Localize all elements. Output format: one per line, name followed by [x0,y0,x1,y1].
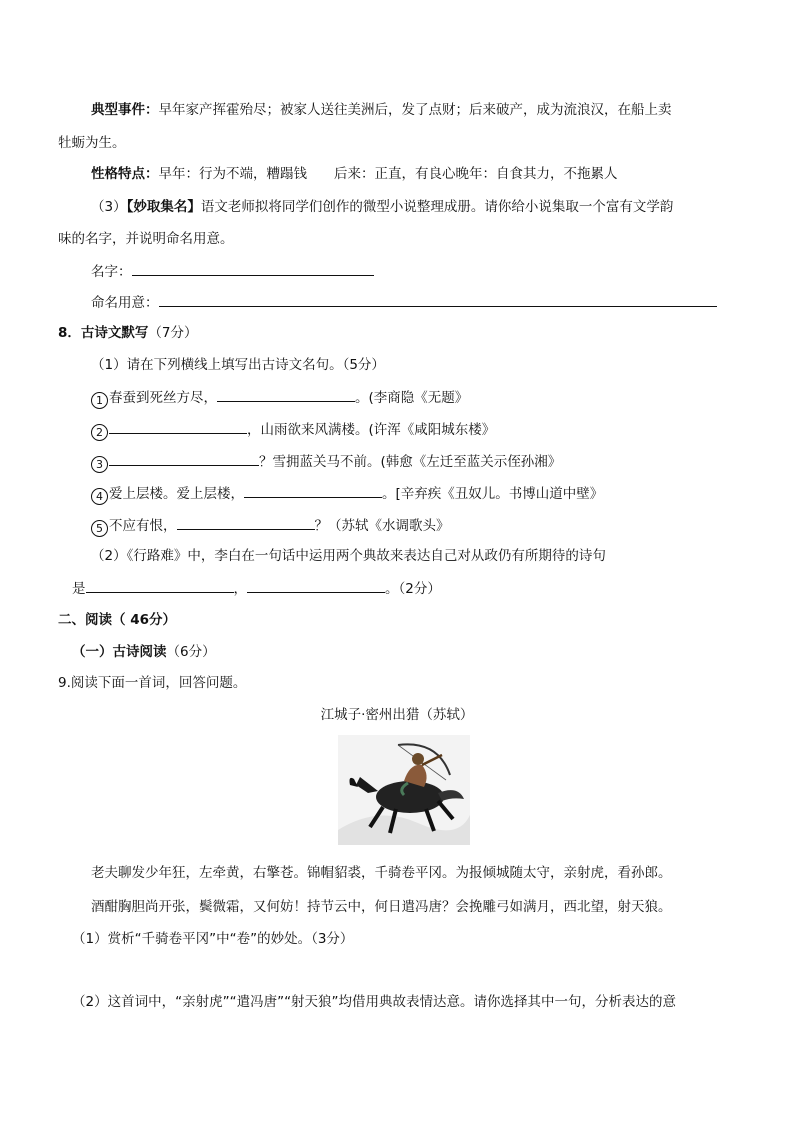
item-5-number: 5 [91,520,108,537]
item-3-number: 3 [91,456,108,473]
question-9: 9.阅读下面一首词，回答问题。 [58,675,247,691]
q3-tag: 【妙取集名】 [126,199,201,215]
q3-line [91,197,673,217]
item-2 [91,419,495,441]
item-2-number: 2 [91,424,108,441]
subsection-1-title: （一）古诗阅读 [72,644,167,660]
q3-line-2: 味的名字，并说明命名用意。 [58,231,234,247]
item-1-blank[interactable] [217,387,355,402]
q3-prefix: （3） [91,199,127,215]
section-8-title: 8．古诗文默写 [58,325,149,341]
hunter-illustration [338,735,470,845]
part-2-heading: 二、阅读（ 46分） [58,612,176,628]
item-3-blank[interactable] [109,451,259,466]
item-5-blank[interactable] [177,515,315,530]
trait-label: 性格特点： [91,166,159,182]
poem-line-1: 老夫聊发少年狂，左牵黄，右擎苍。锦帽貂裘，千骑卷平冈。为报倾城随太守，亲射虎，看孙郎。 [91,865,672,881]
item-4-text-b: 。[辛弃疾《丑奴儿。书博山道中壁》 [382,486,604,502]
item-4-number: 4 [91,488,108,505]
item-3-text-b: ？雪拥蓝关马不前。(韩愈《左迁至蓝关示侄孙湘》 [259,454,562,470]
item-1-text-a: 春蚕到死丝方尽， [109,390,217,406]
item-4 [91,483,603,505]
reason-label: 命名用意： [91,295,159,311]
name-blank[interactable] [132,261,374,276]
q2-end: 。（2分） [385,581,441,597]
item-1-number: 1 [91,392,108,409]
poem-line-2: 酒酣胸胆尚开张，鬓微霜，又何妨！持节云中，何日遣冯唐？会挽雕弓如满月，西北望，射天狼。 [91,899,672,915]
item-1-text-b: 。(李商隐《无题》 [355,390,469,406]
question-9-2: （2）这首词中，“亲射虎”“遣冯唐”“射天狼”均借用典故表情达意。请你选择其中一句，分析表达的意 [72,994,677,1010]
name-line [91,261,374,282]
trait-text: 早年：行为不端，糟蹋钱 后来：正直，有良心晚年：自食其力，不拖累人 [158,166,618,182]
section-8-q1: （1）请在下列横线上填写出古诗文名句。（5分） [91,357,385,373]
event-text: 早年家产挥霍殆尽；被家人送往美洲后，发了点财；后来破产，成为流浪汉，在船上卖 [158,102,672,118]
section-8-score: （7分） [148,325,198,341]
q2-comma: ， [233,581,247,597]
event-label: 典型事件： [91,102,159,118]
subsection-1-score: （6分） [166,644,216,660]
event-line [91,100,672,120]
q2-shi: 是 [72,581,86,597]
item-2-text-b: ，山雨欲来风满楼。(许浑《咸阳城东楼》 [247,422,496,438]
section-8-heading [58,323,198,343]
item-2-blank[interactable] [109,419,247,434]
item-5 [91,515,450,537]
name-label: 名字： [91,264,132,280]
section-8-q2-answer [72,578,441,599]
reason-line [91,292,717,313]
item-1 [91,387,468,409]
q3-text: 语文老师拟将同学们创作的微型小说整理成册。请你给小说集取一个富有文学韵 [200,199,674,215]
item-5-text-a: 不应有恨， [109,518,177,534]
subsection-1-heading [72,642,216,662]
section-8-q2: （2）《行路难》中，李白在一句话中运用两个典故来表达自己对从政仍有所期待的诗句 [91,548,606,564]
trait-line [91,164,618,184]
question-9-1: （1）赏析“千骑卷平冈”中“卷”的妙处。（3分） [72,931,354,947]
item-3 [91,451,561,473]
q2-blank-2[interactable] [247,578,385,593]
q2-blank-1[interactable] [86,578,234,593]
item-4-text-a: 爱上层楼。爱上层楼， [109,486,244,502]
item-5-text-b: ？（苏轼《水调歌头》 [314,518,450,534]
event-line-2: 牡蛎为生。 [58,135,126,151]
reason-blank[interactable] [159,292,717,307]
item-4-blank[interactable] [244,483,382,498]
poem-title: 江城子·密州出猎（苏轼） [320,707,474,723]
